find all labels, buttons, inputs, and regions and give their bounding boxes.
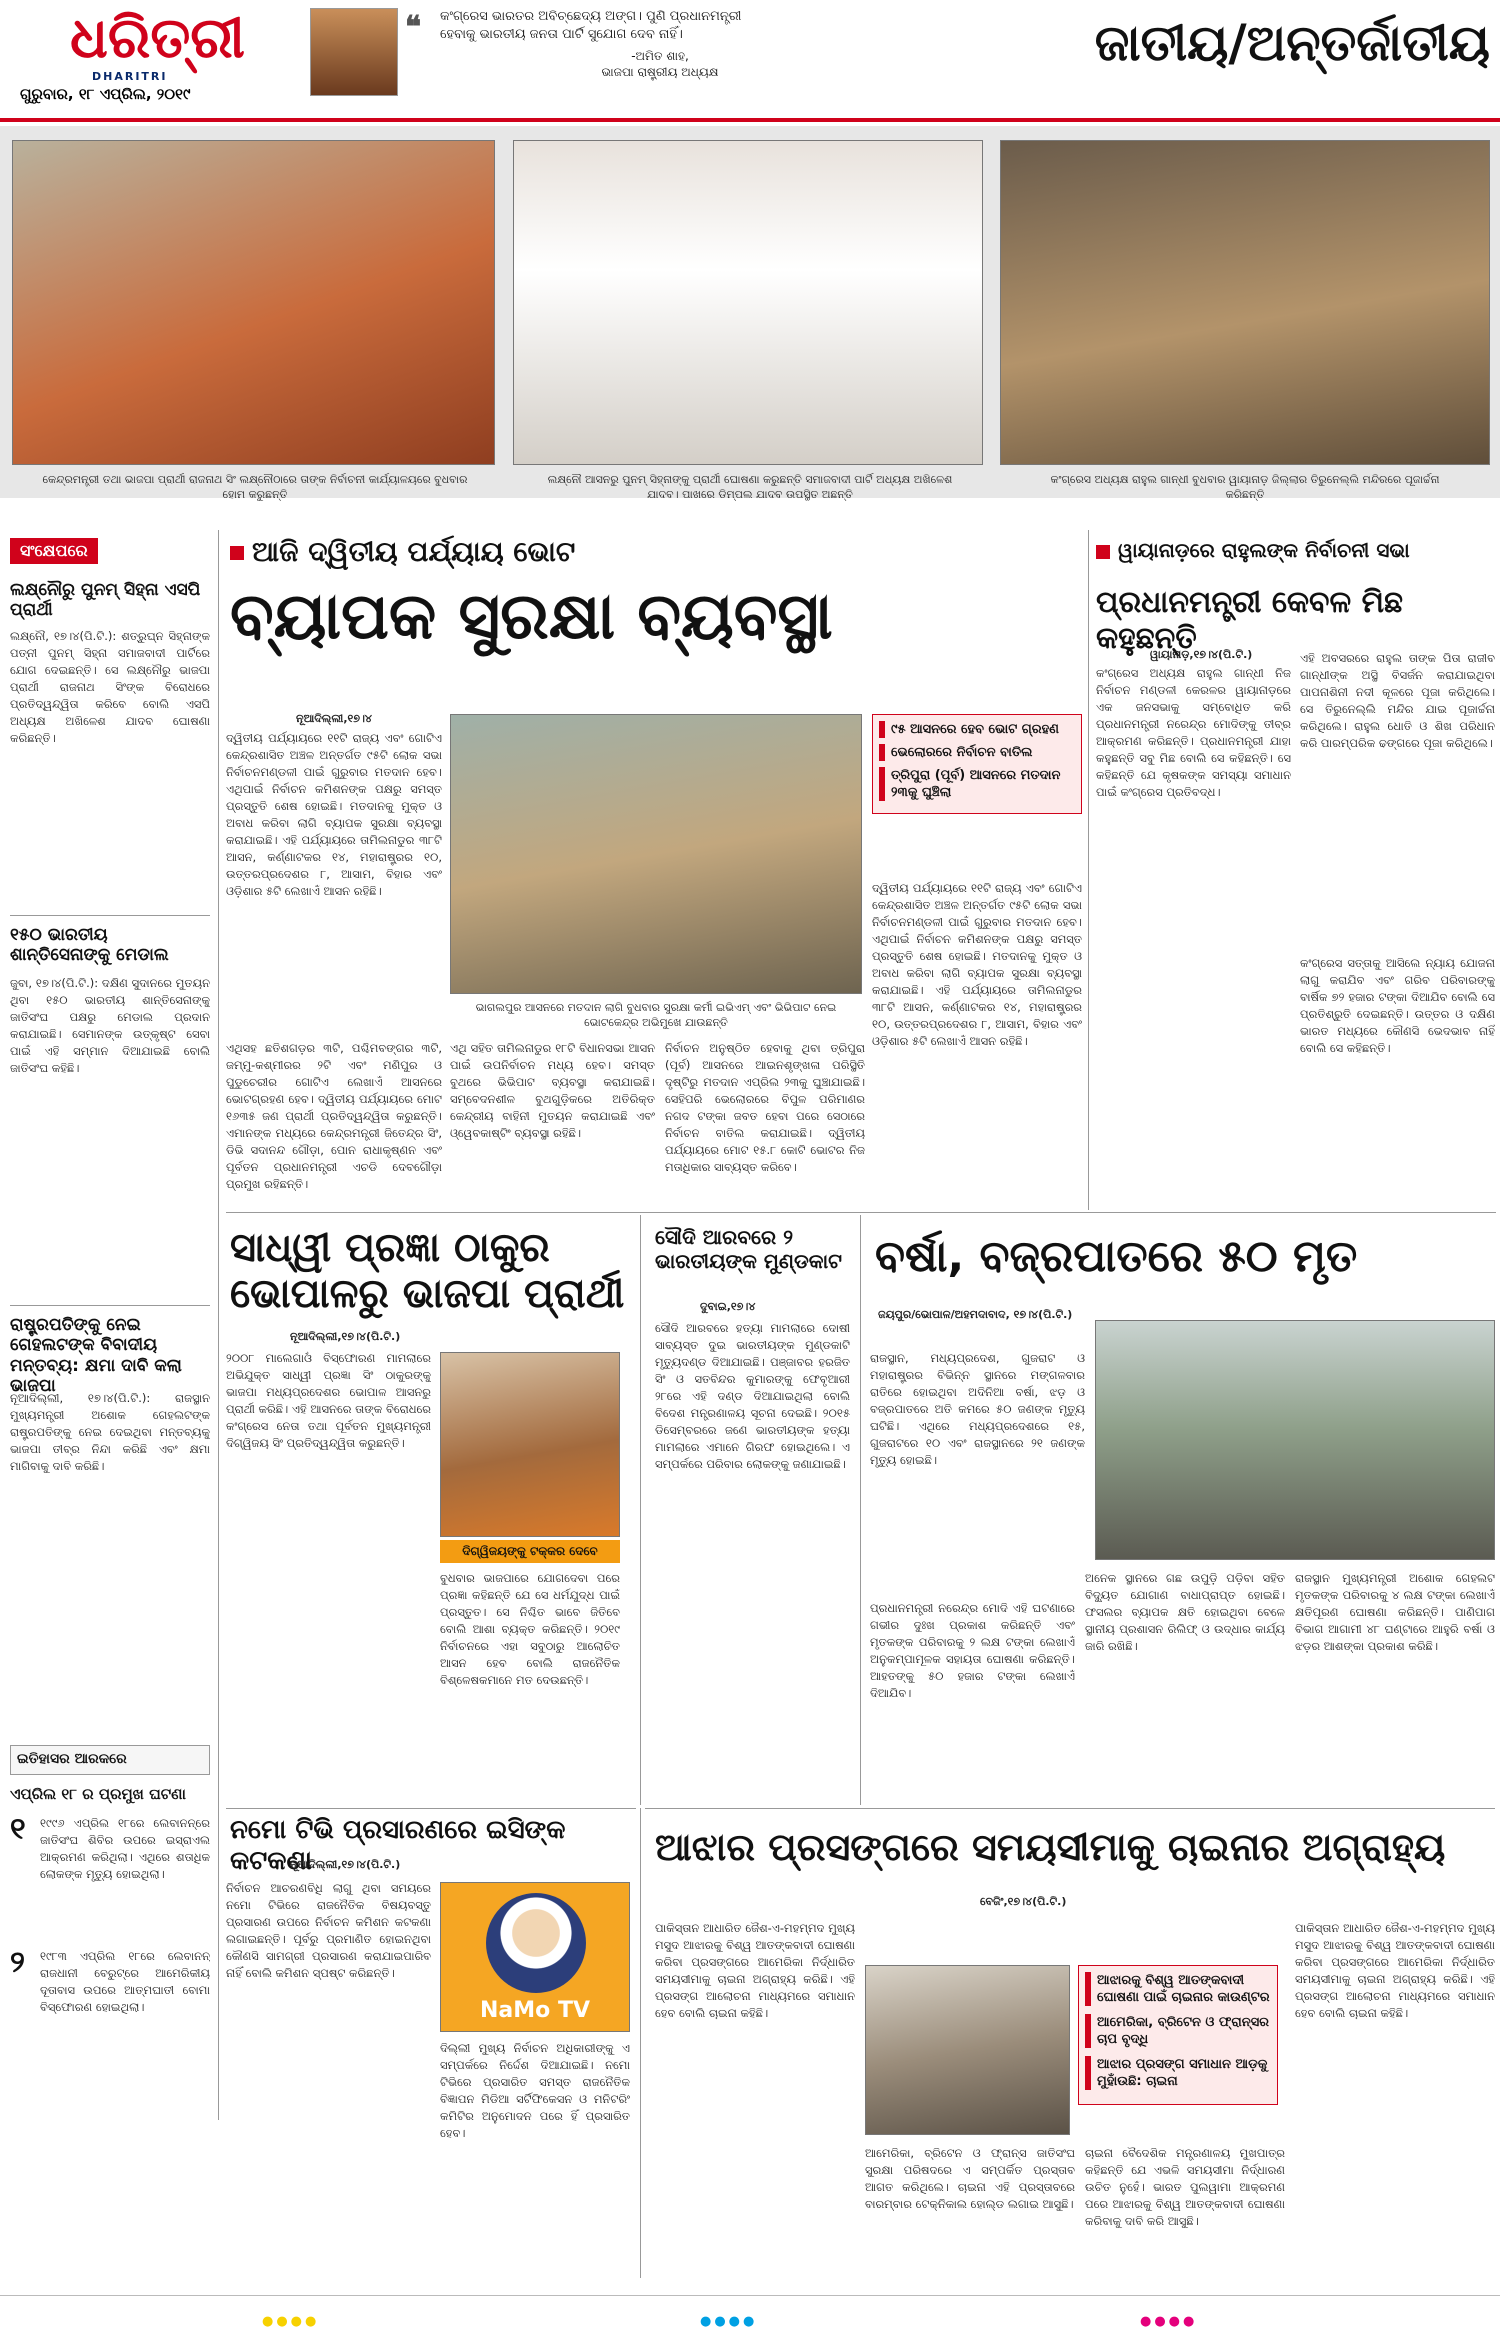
history-num-2: ୨ [10,1945,25,1980]
rahul-byline: ୱାୟାନାଡ଼,୧୭।୪(ପି.ଟି.) [1150,648,1253,661]
photo-caption-3: କଂଗ୍ରେସ ଅଧ୍ୟକ୍ଷ ରାହୁଲ ଗାନ୍ଧୀ ବୁଧବାର ୱାୟାନାଡ଼ ଜିଲ୍ଲାର ତିରୁନେଲ୍ଲି ମନ୍ଦିରରେ ପୂଜାର୍ଚ୍ଚନା କରିଛନ୍ତି [1050,473,1440,501]
rain-text-3: ଅନେକ ସ୍ଥାନରେ ଗଛ ଉପୁଡ଼ି ପଡ଼ିବା ସହିତ ବିଦ୍ୟୁତ ଯୋଗାଣ ବାଧାପ୍ରାପ୍ତ ହୋଇଛି। ଫସଲର ବ୍ୟାପକ କ୍ଷତି ହୋଇଥିବା ବେଳେ ସ୍ଥାନୀୟ ପ୍ରଶାସନ ରିଲିଫ୍ ଓ ଉଦ୍ଧାର କାର୍ଯ୍ୟ ଜାରି ରଖିଛି। [1085,1571,1285,1653]
column-rule [1088,530,1089,1210]
brief-text-3: ନୂଆଦିଲ୍ଲୀ, ୧୭।୪(ପି.ଟି.): ରାଜସ୍ଥାନ ମୁଖ୍ୟମନ୍ତ୍ରୀ ଅଶୋକ ଗେହଲଟଙ୍କ ରାଷ୍ଟ୍ରପତିଙ୍କୁ ନେଇ ଦେଇଥିବା ମନ୍ତବ୍ୟକୁ ଭାଜପା ତୀବ୍ର ନିନ୍ଦା କରିଛି ଏବଂ କ୍ଷମା ମାଗିବାକୁ ଦାବି କରିଛି। [10,1391,210,1473]
azhar-fact-1: ଆଝାରକୁ ବିଶ୍ୱ ଆତଙ୍କବାଦୀ ଘୋଷଣା ପାଇଁ ଚାଇନାର କାଉଣ୍ଟର [1085,1972,1271,2006]
pragya-headline: ସାଧ୍ୱୀ ପ୍ରଜ୍ଞା ଠାକୁର ଭୋପାଳରୁ ଭାଜପା ପ୍ରାର୍ଥୀ [230,1225,625,1317]
pragya-byline: ନୂଆଦିଲ୍ଲୀ,୧୭।୪(ପି.ଟି.) [290,1330,401,1343]
azhar-fact-3: ଆଝାର ପ୍ରସଙ୍ଗ ସମାଧାନ ଆଡ଼କୁ ମୁହାଁଉଛି: ଚାଇନା [1085,2056,1271,2090]
azhar-fact-2: ଆମେରିକା, ବ୍ରିଟେନ ଓ ଫ୍ରାନ୍ସର ଚାପ ବୃଦ୍ଧି [1085,2014,1271,2048]
history-text-2: ୧୯୮୩ ଏପ୍ରିଲ ୧୮ରେ ଲେବାନନ୍ ରାଜଧାନୀ ବେରୁଟ୍ରେ ଆମେରିକୀୟ ଦୂତାବାସ ଉପରେ ଆତ୍ମଘାତୀ ବୋମା ବିସ୍ଫୋରଣ ହୋଇଥିଲା। [40,1949,210,2014]
rain-headline: ବର୍ଷା, ବଜ୍ରପାତରେ ୫୦ ମୃତ [875,1231,1358,1282]
rahul-text-3: କଂଗ୍ରେସ ସତ୍ତାକୁ ଆସିଲେ ନ୍ୟାୟ ଯୋଜନା ଲାଗୁ କରାଯିବ ଏବଂ ଗରିବ ପରିବାରଙ୍କୁ ବାର୍ଷିକ ୭୨ ହଜାର ଟଙ୍କା ଦିଆଯିବ ବୋଲି ସେ ପ୍ରତିଶ୍ରୁତି ଦେଇଛନ୍ତି। ଉତ୍ତର ଓ ଦକ୍ଷିଣ ଭାରତ ମଧ୍ୟରେ କୌଣସି ଭେଦଭାବ ନାହିଁ ବୋଲି ସେ କହିଛନ୍ତି। [1300,956,1495,1055]
column-rule [640,1808,641,2278]
rahul-kicker: ୱାୟାନାଡ଼ରେ ରାହୁଲଙ୍କ ନିର୍ବାଚନୀ ସଭା [1118,538,1410,562]
quote-mark-icon: ❝ [405,10,422,45]
lead-photo-caption: ଭାଗଲପୁର ଆସନରେ ମତଦାନ ଲାଗି ବୁଧବାର ସୁରକ୍ଷା କର୍ମୀ ଇଭିଏମ୍ ଏବଂ ଭିଭିପାଟ ନେଇ ଭୋଟକେନ୍ଦ୍ର ଅଭିମୁଖେ ଯାଉଛନ୍ତି [475,1001,837,1029]
lead-kicker: ଆଜି ଦ୍ୱିତୀୟ ପର୍ଯ୍ୟାୟ ଭୋଟ [252,535,576,568]
rajnath-havan-photo [12,140,495,465]
column-rule [218,530,219,2120]
red-square-icon [1096,545,1110,559]
azhar-byline: ବେଜିଂ,୧୭।୪(ପି.ଟି.) [980,1895,1067,1908]
fallen-tree-photo [1095,1320,1495,1560]
brief-title-1: ଲକ୍ଷ୍ନୌରୁ ପୁନମ୍ ସିହ୍ନା ଏସପି ପ୍ରାର୍ଥୀ [10,580,201,621]
quote-author-photo [310,8,398,96]
evm-security-photo [450,714,862,994]
history-text-1: ୧୯୯୬ ଏପ୍ରିଲ ୧୮ରେ ଲେବାନନ୍ରେ ଜାତିସଂଘ ଶିବିର ଉପରେ ଇସ୍ରାଏଲ ଆକ୍ରମଣ କରିଥିଲା। ଏଥିରେ ଶତାଧିକ ଲୋକଙ୍କ ମୃତ୍ୟୁ ହୋଇଥିଲା। [40,1816,210,1881]
pragya-photo-tag: ଦିଗ୍ୱିଜୟଙ୍କୁ ଟକ୍କର ଦେବେ [440,1540,620,1563]
divider [10,1305,210,1306]
divider [10,915,210,916]
history-header-box [10,1745,210,1775]
saudi-text: ସୌଦି ଆରବରେ ହତ୍ୟା ମାମଲାରେ ଦୋଷୀ ସାବ୍ୟସ୍ତ ଦୁଇ ଭାରତୀୟଙ୍କ ମୁଣ୍ଡକାଟି ମୃତ୍ୟୁଦଣ୍ଡ ଦିଆଯାଇଛି। ପଞ୍ଜାବର ହରଜିତ ସିଂ ଓ ସତବିନ୍ଦର କୁମାରଙ୍କୁ ଫେବୃଆରୀ ୨୮ରେ ଏହି ଦଣ୍ଡ ଦିଆଯାଇଥିଲା ବୋଲି ବିଦେଶ ମନ୍ତ୍ରଣାଳୟ ସୂଚନା ଦେଇଛି। ୨୦୧୫ ଡିସେମ୍ବରରେ ଜଣେ ଭାରତୀୟଙ୍କ ହତ୍ୟା ମାମଲାରେ ଏମାନେ ଗିରଫ ହୋଇଥିଲେ। ଏ ସମ୍ପର୍କରେ ପରିବାର ଲୋକଙ୍କୁ ଜଣାଯାଇଛି। [655,1321,850,1471]
rahul-text-1: କଂଗ୍ରେସ ଅଧ୍ୟକ୍ଷ ରାହୁଲ ଗାନ୍ଧୀ ନିଜ ନିର୍ବାଚନ ମଣ୍ଡଳୀ କେରଳର ୱାୟାନାଡ଼ରେ ଏକ ଜନସଭାକୁ ସମ୍ବୋଧିତ କରି ପ୍ରଧାନମନ୍ତ୍ରୀ ନରେନ୍ଦ୍ର ମୋଦିଙ୍କୁ ତୀବ୍ର ଆକ୍ରମଣ କରିଛନ୍ତି। ପ୍ରଧାନମନ୍ତ୍ରୀ ଯାହା କହୁଛନ୍ତି ସବୁ ମିଛ ବୋଲି ସେ କହିଛନ୍ତି। ସେ କହିଛନ୍ତି ଯେ କୃଷକଙ୍କ ସମସ୍ୟା ସମାଧାନ ପାଇଁ କଂଗ୍ରେସ ପ୍ରତିବଦ୍ଧ। [1096,666,1291,799]
registration-marks-cyan: ●●●● [700,2314,758,2329]
rahul-text-2: ଏହି ଅବସରରେ ରାହୁଲ ତାଙ୍କ ପିତା ରାଜୀବ ଗାନ୍ଧୀଙ୍କ ଅସ୍ଥି ବିସର୍ଜନ କରାଯାଇଥିବା ପାପନାଶିନୀ ନଦୀ କୂଳରେ ପୂଜା କରିଥିଲେ। ସେ ତିରୁନେଲ୍ଲି ମନ୍ଦିର ଯାଇ ପୂଜାର୍ଚ୍ଚନା କରିଥିଲେ। ରାହୁଲ ଧୋତି ଓ ଶିଖ ପରିଧାନ କରି ପାରମ୍ପରିକ ଢଙ୍ଗରେ ପୂଜା କରିଥିଲେ। [1300,651,1495,750]
briefs-label: ସଂକ୍ଷେପରେ [10,538,98,564]
divider [645,1808,1495,1809]
lead-fact-3: ତ୍ରିପୁରା (ପୂର୍ବ) ଆସନରେ ମତଦାନ ୨୩କୁ ଘୁଞ୍ଚିଲା [879,767,1075,801]
history-date: ଏପ୍ରିଲ ୧୮ ର ପ୍ରମୁଖ ଘଟଣା [10,1785,186,1803]
issue-date: ଗୁରୁବାର, ୧୮ ଏପ୍ରିଲ, ୨୦୧୯ [20,85,191,103]
lead-byline: ନୂଆଦିଲ୍ଲୀ,୧୭।୪ [296,712,372,725]
rain-text-1: ରାଜସ୍ଥାନ, ମଧ୍ୟପ୍ରଦେଶ, ଗୁଜରାଟ ଓ ମହାରାଷ୍ଟ୍ରର ବିଭିନ୍ନ ସ୍ଥାନରେ ମଙ୍ଗଳବାର ରାତିରେ ହୋଇଥିବା ଅଦିନିଆ ବର୍ଷା, ଝଡ଼ ଓ ବଜ୍ରପାତରେ ଅତି କମରେ ୫୦ ଜଣଙ୍କ ମୃତ୍ୟୁ ଘଟିଛି। ଏଥିରେ ମଧ୍ୟପ୍ରଦେଶରେ ୧୫, ଗୁଜରାଟରେ ୧୦ ଏବଂ ରାଜସ୍ଥାନରେ ୨୧ ଜଣଙ୍କ ମୃତ୍ୟୁ ହୋଇଛି। [870,1351,1085,1467]
footer-divider [0,2295,1500,2296]
photo-caption-1: କେନ୍ଦ୍ରମନ୍ତ୍ରୀ ତଥା ଭାଜପା ପ୍ରାର୍ଥୀ ରାଜନାଥ ସିଂ ଲକ୍ଷ୍ନୌଠାରେ ତାଙ୍କ ନିର୍ବାଚନୀ କାର୍ଯ୍ୟାଳୟରେ ବୁଧବାର ହୋମ କରୁଛନ୍ତି [42,473,468,501]
rahul-kicker-row [1096,538,1410,562]
registration-marks [262,2314,319,2329]
lead-text-5: ଦ୍ୱିତୀୟ ପର୍ଯ୍ୟାୟରେ ୧୧ଟି ରାଜ୍ୟ ଏବଂ ଗୋଟିଏ କେନ୍ଦ୍ରଶାସିତ ଅଞ୍ଚଳ ଅନ୍ତର୍ଗତ ୯୫ଟି ଲୋକ ସଭା ନିର୍ବାଚନମଣ୍ଡଳୀ ପାଇଁ ଗୁରୁବାର ମତଦାନ ହେବ। ଏଥିପାଇଁ ନିର୍ବାଚନ କମିଶନଙ୍କ ପକ୍ଷରୁ ସମସ୍ତ ପ୍ରସ୍ତୁତି ଶେଷ ହୋଇଛି। ମତଦାନକୁ ମୁକ୍ତ ଓ ଅବାଧ କରିବା ଲାଗି ବ୍ୟାପକ ସୁରକ୍ଷା ବ୍ୟବସ୍ଥା କରାଯାଇଛି। ଏହି ପର୍ଯ୍ୟାୟରେ ତାମିଲନାଡୁର ୩୮ଟି ଆସନ, କର୍ଣ୍ଣାଟକର ୧୪, ମହାରାଷ୍ଟ୍ରର ୧୦, ଉତ୍ତରପ୍ରଦେଶର ୮, ଆସାମ, ବିହାର ଏବଂ ଓଡ଼ିଶାର ୫ଟି ଲେଖାଏଁ ଆସନ ରହିଛି। [872,881,1082,1048]
namo-headline: ନମୋ ଟିଭି ପ୍ରସାରଣରେ ଇସିଙ୍କ କଟକଣା [230,1815,566,1877]
namo-byline: ନୂଆଦିଲ୍ଲୀ,୧୭।୪(ପି.ଟି.) [290,1858,401,1871]
rain-text-4: ରାଜସ୍ଥାନ ମୁଖ୍ୟମନ୍ତ୍ରୀ ଅଶୋକ ଗେହଲଟ ମୃତକଙ୍କ ପରିବାରକୁ ୪ ଲକ୍ଷ ଟଙ୍କା ଲେଖାଏଁ କ୍ଷତିପୂରଣ ଘୋଷଣା କରିଛନ୍ତି। ପାଣିପାଗ ବିଭାଗ ଆଗାମୀ ୪୮ ଘଣ୍ଟାରେ ଆହୁରି ବର୍ଷା ଓ ଝଡ଼ର ଆଶଙ୍କା ପ୍ରକାଶ କରିଛି। [1295,1571,1495,1653]
saudi-headline: ସୌଦି ଆରବରେ ୨ ଭାରତୀୟଙ୍କ ମୁଣ୍ଡକାଟ [655,1225,842,1273]
rain-byline: ଜୟପୁର/ଭୋପାଳ/ଅହମଦାବାଦ, ୧୭।୪(ପି.ଟି.) [878,1308,1073,1321]
saudi-byline: ଦୁବାଇ,୧୭।୪ [700,1300,756,1313]
newspaper-logo-sub: DHARITRI [92,70,168,83]
red-square-icon [230,546,244,560]
rain-text-2: ପ୍ରଧାନମନ୍ତ୍ରୀ ନରେନ୍ଦ୍ର ମୋଦି ଏହି ଘଟଣାରେ ଗଭୀର ଦୁଃଖ ପ୍ରକାଶ କରିଛନ୍ତି ଏବଂ ମୃତକଙ୍କ ପରିବାରକୁ ୨ ଲକ୍ଷ ଟଙ୍କା ଲେଖାଏଁ ଅନୁକମ୍ପାମୂଳକ ସହାୟତା ଘୋଷଣା କରିଛନ୍ତି। ଆହତଙ୍କୁ ୫୦ ହଜାର ଟଙ୍କା ଲେଖାଏଁ ଦିଆଯିବ। [870,1601,1075,1700]
registration-marks [1140,2314,1197,2329]
azhar-text-3: ଚାଇନା ବୈଦେଶିକ ମନ୍ତ୍ରଣାଳୟ ମୁଖପାତ୍ର କହିଛନ୍ତି ଯେ ଏଭଳି ସମୟସୀମା ନିର୍ଦ୍ଧାରଣ ଉଚିତ ନୁହେଁ। ଭାରତ ପୁଲୱାମା ଆକ୍ରମଣ ପରେ ଆଝାରକୁ ବିଶ୍ୱ ଆତଙ୍କବାଦୀ ଘୋଷଣା କରିବାକୁ ଦାବି କରି ଆସୁଛି। [1085,2146,1285,2228]
brief-title-3: ରାଷ୍ଟ୍ରପତିଙ୍କୁ ନେଇ ଗେହଲଟଙ୍କ ବିବାଦୀୟ ମନ୍ତବ୍ୟ: କ୍ଷମା ଦାବି କଲା ଭାଜପା [10,1315,182,1397]
lead-fact-2: ଭେଲୋରରେ ନିର୍ବାଚନ ବାତିଲ [879,744,1075,761]
azhar-factbox [1078,1965,1278,2105]
pragya-text-1: ୨୦୦୮ ମାଲେଗାଓଁ ବିସ୍ଫୋରଣ ମାମଲାରେ ଅଭିଯୁକ୍ତ ସାଧ୍ୱୀ ପ୍ରଜ୍ଞା ସିଂ ଠାକୁରଙ୍କୁ ଭାଜପା ମଧ୍ୟପ୍ରଦେଶର ଭୋପାଳ ଆସନରୁ ପ୍ରାର୍ଥୀ କରିଛି। ଏହି ଆସନରେ ତାଙ୍କ ବିରୋଧରେ କଂଗ୍ରେସ ନେତା ତଥା ପୂର୍ବତନ ମୁଖ୍ୟମନ୍ତ୍ରୀ ଦିଗ୍ୱିଜୟ ସିଂ ପ୍ରତିଦ୍ୱନ୍ଦ୍ୱିତା କରୁଛନ୍ତି। [226,1351,431,1450]
section-title: ଜାତୀୟ/ଅନ୍ତର୍ଜାତୀୟ [1094,14,1490,72]
namo-text-1: ନିର୍ବାଚନ ଆଚରଣବିଧି ଲାଗୁ ଥିବା ସମୟରେ ନମୋ ଟିଭିରେ ରାଜନୈତିକ ବିଷୟବସ୍ତୁ ପ୍ରସାରଣ ଉପରେ ନିର୍ବାଚନ କମିଶନ କଟକଣା ଲଗାଇଛନ୍ତି। ପୂର୍ବରୁ ପ୍ରମାଣିତ ହୋଇନଥିବା କୌଣସି ସାମଗ୍ରୀ ପ୍ରସାରଣ କରାଯାଇପାରିବ ନାହିଁ ବୋଲି କମିଶନ ସ୍ପଷ୍ଟ କରିଛନ୍ତି। [226,1881,431,1980]
lead-text-4: ନିର୍ବାଚନ ଅନୁଷ୍ଠିତ ହେବାକୁ ଥିବା ତ୍ରିପୁରା (ପୂର୍ବ) ଆସନରେ ଆଇନଶୃଙ୍ଖଳା ପରିସ୍ଥିତି ଦୃଷ୍ଟିରୁ ମତଦାନ ଏପ୍ରିଲ ୨୩କୁ ଘୁଞ୍ଚାଯାଇଛି। ସେହିପରି ଭେଲୋରରେ ବିପୁଳ ପରିମାଣର ନଗଦ ଟଙ୍କା ଜବତ ହେବା ପରେ ସେଠାରେ ନିର୍ବାଚନ ବାତିଲ କରାଯାଇଛି। ଦ୍ୱିତୀୟ ପର୍ଯ୍ୟାୟରେ ମୋଟ ୧୫.୮ କୋଟି ଭୋଟର ନିଜ ମତାଧିକାର ସାବ୍ୟସ୍ତ କରିବେ। [665,1041,865,1174]
lead-fact-1: ୯୫ ଆସନରେ ହେବ ଭୋଟ ଗ୍ରହଣ [879,721,1075,738]
pragya-text-2: ବୁଧବାର ଭାଜପାରେ ଯୋଗଦେବା ପରେ ପ୍ରଜ୍ଞା କହିଛନ୍ତି ଯେ ସେ ଧର୍ମଯୁଦ୍ଧ ପାଇଁ ପ୍ରସ୍ତୁତ। ସେ ନିଶ୍ଚିତ ଭାବେ ଜିତିବେ ବୋଲି ଆଶା ବ୍ୟକ୍ତ କରିଛନ୍ତି। ୨୦୧୯ ନିର୍ବାଚନରେ ଏହା ସବୁଠାରୁ ଆଲୋଚିତ ଆସନ ହେବ ବୋଲି ରାଜନୈତିକ ବିଶ୍ଳେଷକମାନେ ମତ ଦେଉଛନ୍ତି। [440,1571,620,1687]
lead-factbox [872,714,1082,814]
lead-text-3: ଏଥି ସହିତ ତାମିଲନାଡୁର ୧୮ଟି ବିଧାନସଭା ଆସନ ପାଇଁ ଉପନିର୍ବାଚନ ମଧ୍ୟ ହେବ। ସମସ୍ତ ବୁଥରେ ଭିଭିପାଟ ବ୍ୟବସ୍ଥା କରାଯାଇଛି। ସମ୍ବେଦନଶୀଳ ବୁଥଗୁଡ଼ିକରେ ଅତିରିକ୍ତ କେନ୍ଦ୍ରୀୟ ବାହିନୀ ମୁତୟନ କରାଯାଇଛି ଏବଂ ଓ୍ୱେବକାଷ୍ଟିଂ ବ୍ୟବସ୍ଥା ରହିଛି। [450,1041,655,1140]
akhilesh-press-photo [513,140,983,465]
brief-title-2: ୧୫୦ ଭାରତୀୟ ଶାନ୍ତିସେନାଙ୍କୁ ମେଡାଲ [10,925,169,966]
lead-kicker-row [230,535,575,569]
azhar-text-2: ଆମେରିକା, ବ୍ରିଟେନ ଓ ଫ୍ରାନ୍ସ ଜାତିସଂଘ ସୁରକ୍ଷା ପରିଷଦରେ ଏ ସମ୍ପର୍କିତ ପ୍ରସ୍ତାବ ଆଗତ କରିଥିଲେ। ଚାଇନା ଏହି ପ୍ରସ୍ତାବରେ ବାରମ୍ବାର ଟେକ୍ନିକାଲ ହୋଲ୍ଡ ଲଗାଇ ଆସୁଛି। [865,2146,1075,2211]
rahul-headline: ପ୍ରଧାନମନ୍ତ୍ରୀ କେବଳ ମିଛ କହୁଛନ୍ତି [1096,585,1404,656]
registration-marks-yellow: ●●●● [262,2314,320,2329]
namo-text-2: ଦିଲ୍ଲୀ ମୁଖ୍ୟ ନିର୍ବାଚନ ଅଧିକାରୀଙ୍କୁ ଏ ସମ୍ପର୍କରେ ନିର୍ଦ୍ଦେଶ ଦିଆଯାଇଛି। ନମୋ ଟିଭିରେ ପ୍ରସାରିତ ସମସ୍ତ ରାଜନୈତିକ ବିଜ୍ଞାପନ ମିଡିଆ ସର୍ଟିଫିକେସନ ଓ ମନିଟରିଂ କମିଟିର ଅନୁମୋଦନ ପରେ ହିଁ ପ୍ରସାରିତ ହେବ। [440,2041,630,2140]
registration-marks-magenta: ●●●● [1140,2314,1198,2329]
divider [226,1808,636,1809]
quote-text: କଂଗ୍ରେସ ଭାରତର ଅବିଚ୍ଛେଦ୍ୟ ଅଙ୍ଗ। ପୁଣି ପ୍ରଧାନମନ୍ତ୍ରୀ ହେବାକୁ ଭାରତୀୟ ଜନତା ପାର୍ଟି ସୁଯୋଗ ଦେବ ନାହିଁ। [440,9,742,42]
newspaper-logo: ଧରିତ୍ରୀ [70,5,245,71]
azhar-text-1: ପାକିସ୍ତାନ ଆଧାରିତ ଜୈଶ-ଏ-ମହମ୍ମଦ ମୁଖ୍ୟ ମସୁଦ ଆଝାରକୁ ବିଶ୍ୱ ଆତଙ୍କବାଦୀ ଘୋଷଣା କରିବା ପ୍ରସଙ୍ଗରେ ଆମେରିକା ନିର୍ଦ୍ଧାରିତ ସମୟସୀମାକୁ ଚାଇନା ଅଗ୍ରାହ୍ୟ କରିଛି। ଏହି ପ୍ରସଙ୍ଗ ଆଲୋଚନା ମାଧ୍ୟମରେ ସମାଧାନ ହେବ ବୋଲି ଚାଇନା କହିଛି। [655,1921,855,2020]
quote-author: -ଅମିତ ଶାହ, ଭାଜପା ରାଷ୍ଟ୍ରୀୟ ଅଧ୍ୟକ୍ଷ [601,49,719,79]
history-label: ଇତିହାସର ଆରକରେ [17,1751,127,1767]
photo-caption-2: ଲକ୍ଷ୍ନୌ ଆସନରୁ ପୁନମ୍ ସିହ୍ନାଙ୍କୁ ପ୍ରାର୍ଥୀ ଘୋଷଣା କରୁଛନ୍ତି ସମାଜବାଦୀ ପାର୍ଟି ଅଧ୍ୟକ୍ଷ ଅଖିଳେଶ ଯାଦବ। ପାଖରେ ଡିମ୍ପଲ ଯାଦବ ଉପସ୍ଥିତ ଅଛନ୍ତି [547,473,953,501]
column-rule [860,1215,861,1805]
rahul-temple-photo [1000,140,1490,465]
divider [226,1212,1496,1213]
lead-text-2: ଏଥିସହ ଛତିଶଗଡ଼ର ୩ଟି, ପଶ୍ଚିମବଙ୍ଗର ୩ଟି, ଜମ୍ମୁ-କଶ୍ମୀରର ୨ଟି ଏବଂ ମଣିପୁର ଓ ପୁଡୁଚେରୀର ଗୋଟିଏ ଲେଖାଏଁ ଆସନରେ ଭୋଟଗ୍ରହଣ ହେବ। ଦ୍ୱିତୀୟ ପର୍ଯ୍ୟାୟରେ ମୋଟ ୧୬୩୫ ଜଣ ପ୍ରାର୍ଥୀ ପ୍ରତିଦ୍ୱନ୍ଦ୍ୱିତା କରୁଛନ୍ତି। ଏମାନଙ୍କ ମଧ୍ୟରେ କେନ୍ଦ୍ରମନ୍ତ୍ରୀ ଜିତେନ୍ଦ୍ର ସିଂ, ଡିଭି ସଦାନନ୍ଦ ଗୌଡ଼ା, ପୋନ ରାଧାକୃଷ୍ଣନ ଏବଂ ପୂର୍ବତନ ପ୍ରଧାନମନ୍ତ୍ରୀ ଏଚଡି ଦେବଗୌଡ଼ା ପ୍ରମୁଖ ରହିଛନ୍ତି। [226,1041,442,1191]
history-num-1: ୧ [10,1812,26,1847]
brief-text-2: ଜୁବା, ୧୭।୪(ପି.ଟି.): ଦକ୍ଷିଣ ସୁଦାନରେ ମୁତୟନ ଥିବା ୧୫୦ ଭାରତୀୟ ଶାନ୍ତିସେନାଙ୍କୁ ଜାତିସଂଘ ପକ୍ଷରୁ ମେଡାଲ ପ୍ରଦାନ କରାଯାଇଛି। ସେମାନଙ୍କ ଉତ୍କୃଷ୍ଟ ସେବା ପାଇଁ ଏହି ସମ୍ମାନ ଦିଆଯାଇଛି ବୋଲି ଜାତିସଂଘ କହିଛି। [10,976,210,1075]
namo-tv-badge: NaMo TV [480,1998,590,2023]
namo-tv-logo [440,1882,630,2032]
brief-text-1: ଲକ୍ଷ୍ନୌ, ୧୭।୪(ପି.ଟି.): ଶତ୍ରୁଘ୍ନ ସିହ୍ନାଙ୍କ ପତ୍ନୀ ପୁନମ୍ ସିହ୍ନା ସମାଜବାଦୀ ପାର୍ଟିରେ ଯୋଗ ଦେଇଛନ୍ତି। ସେ ଲକ୍ଷ୍ନୌରୁ ଭାଜପା ପ୍ରାର୍ଥୀ ରାଜନାଥ ସିଂଙ୍କ ବିରୋଧରେ ପ୍ରତିଦ୍ୱନ୍ଦ୍ୱିତା କରିବେ ବୋଲି ଏସପି ଅଧ୍ୟକ୍ଷ ଅଖିଳେଶ ଯାଦବ ଘୋଷଣା କରିଛନ୍ତି। [10,629,210,745]
lead-text-1: ଦ୍ୱିତୀୟ ପର୍ଯ୍ୟାୟରେ ୧୧ଟି ରାଜ୍ୟ ଏବଂ ଗୋଟିଏ କେନ୍ଦ୍ରଶାସିତ ଅଞ୍ଚଳ ଅନ୍ତର୍ଗତ ୯୫ଟି ଲୋକ ସଭା ନିର୍ବାଚନମଣ୍ଡଳୀ ପାଇଁ ଗୁରୁବାର ମତଦାନ ହେବ। ଏଥିପାଇଁ ନିର୍ବାଚନ କମିଶନଙ୍କ ପକ୍ଷରୁ ସମସ୍ତ ପ୍ରସ୍ତୁତି ଶେଷ ହୋଇଛି। ମତଦାନକୁ ମୁକ୍ତ ଓ ଅବାଧ କରିବା ଲାଗି ବ୍ୟାପକ ସୁରକ୍ଷା ବ୍ୟବସ୍ଥା କରାଯାଇଛି। ଏହି ପର୍ଯ୍ୟାୟରେ ତାମିଲନାଡୁର ୩୮ଟି ଆସନ, କର୍ଣ୍ଣାଟକର ୧୪, ମହାରାଷ୍ଟ୍ରର ୧୦, ଉତ୍ତରପ୍ରଦେଶର ୮, ଆସାମ, ବିହାର ଏବଂ ଓଡ଼ିଶାର ୫ଟି ଲେଖାଏଁ ଆସନ ରହିଛି। [226,731,442,898]
masood-azhar-photo [865,1965,1070,2135]
pragya-photo [440,1352,620,1537]
azhar-text-4: ପାକିସ୍ତାନ ଆଧାରିତ ଜୈଶ-ଏ-ମହମ୍ମଦ ମୁଖ୍ୟ ମସୁଦ ଆଝାରକୁ ବିଶ୍ୱ ଆତଙ୍କବାଦୀ ଘୋଷଣା କରିବା ପ୍ରସଙ୍ଗରେ ଆମେରିକା ନିର୍ଦ୍ଧାରିତ ସମୟସୀମାକୁ ଚାଇନା ଅଗ୍ରାହ୍ୟ କରିଛି। ଏହି ପ୍ରସଙ୍ଗ ଆଲୋଚନା ମାଧ୍ୟମରେ ସମାଧାନ ହେବ ବୋଲି ଚାଇନା କହିଛି। [1295,1921,1495,2020]
lead-headline: ବ୍ୟାପକ ସୁରକ୍ଷା ବ୍ୟବସ୍ଥା [230,580,833,654]
modi-portrait [486,1893,586,1993]
masthead-divider [0,118,1500,122]
registration-marks [700,2314,757,2329]
column-rule [640,1215,641,1805]
azhar-headline: ଆଝାର ପ୍ରସଙ୍ଗରେ ସମୟସୀମାକୁ ଚାଇନାର ଅଗ୍ରାହ୍ୟ [655,1825,1446,1869]
